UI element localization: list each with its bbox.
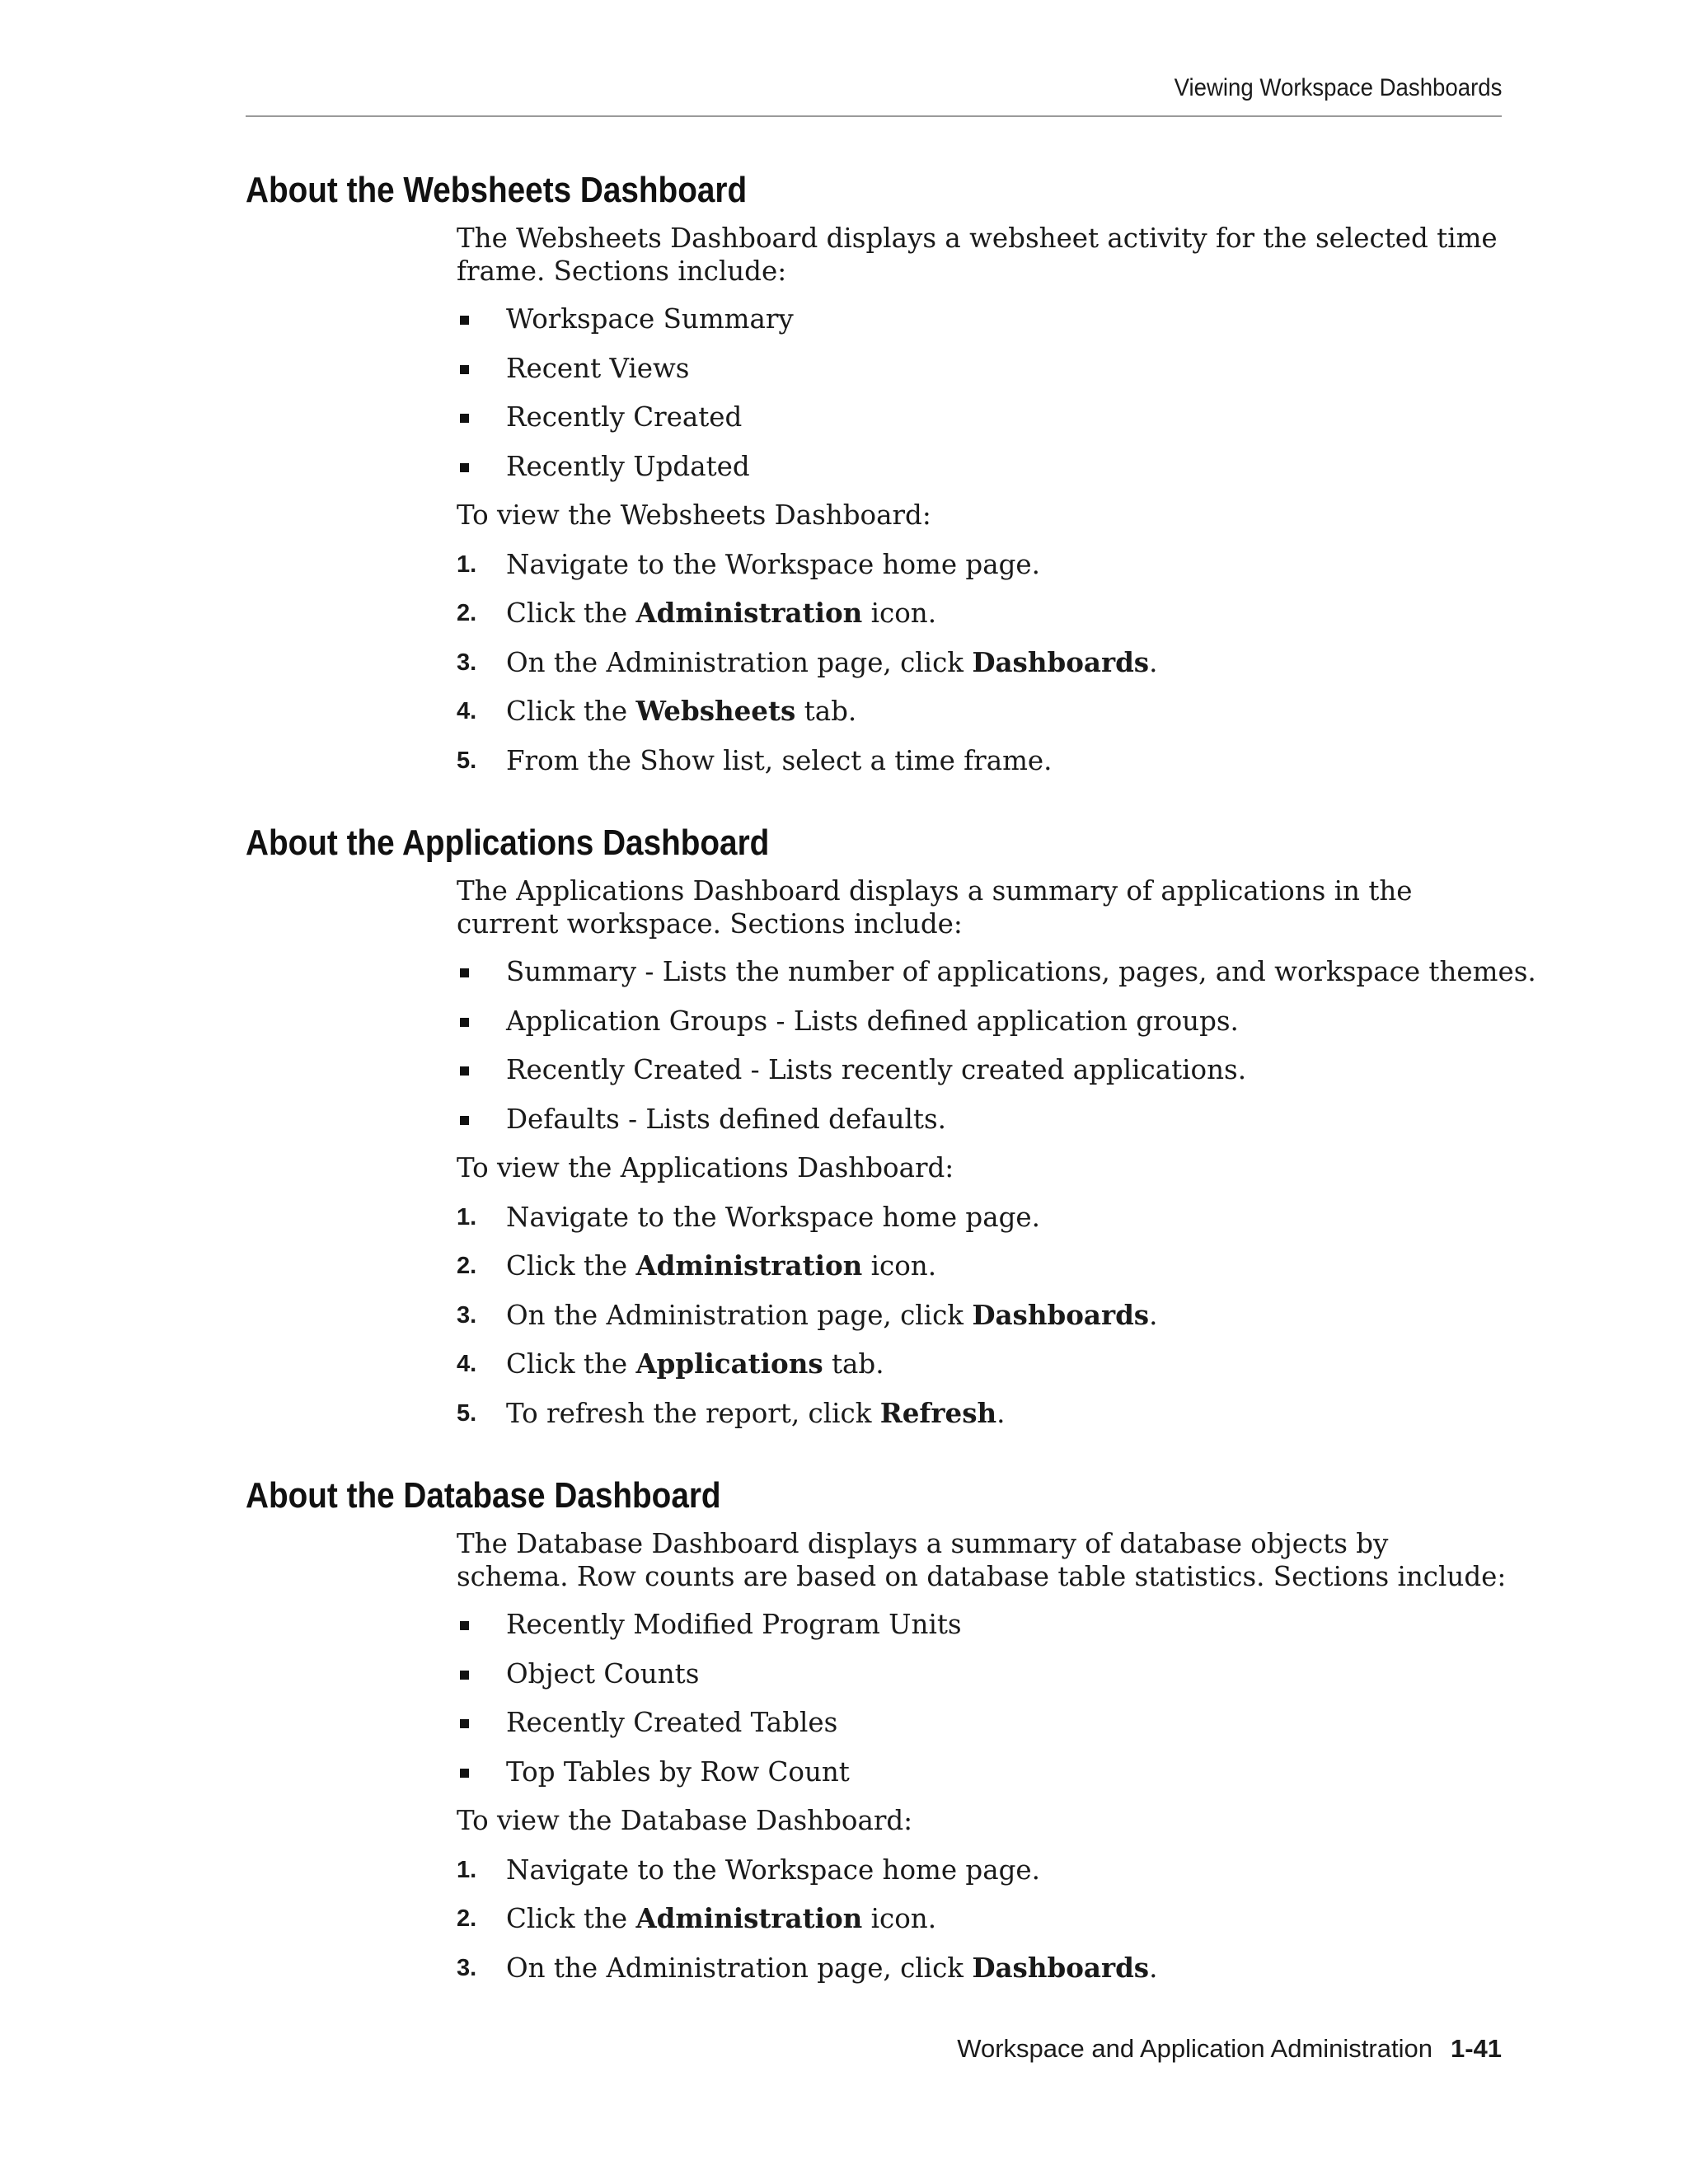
step-number: 3. xyxy=(457,1301,477,1329)
step-item: 3. On the Administration page, click Dashboards. xyxy=(457,1951,1158,1984)
section-applications-dashboard xyxy=(246,822,1536,1446)
square-bullet-icon xyxy=(460,968,469,977)
section-heading: About the Database Dashboard xyxy=(246,1475,721,1516)
step-number: 4. xyxy=(457,698,477,724)
step-number: 1. xyxy=(457,551,477,578)
square-bullet-icon xyxy=(460,1769,469,1778)
step-list xyxy=(457,1201,1507,1430)
book-title: Workspace and Application Administration xyxy=(957,2034,1432,2063)
intro-paragraph: The Websheets Dashboard displays a websheet activity for the selected time frame. Sections include: xyxy=(457,223,1498,287)
step-number: 4. xyxy=(457,1351,477,1377)
step-item: 3. On the Administration page, click Dashboards. xyxy=(457,645,1158,678)
square-bullet-icon xyxy=(460,414,469,423)
step-number: 2. xyxy=(457,600,477,626)
step-item: 2. Click the Administration icon. xyxy=(457,597,937,629)
footer-text xyxy=(957,2034,1502,2064)
square-bullet-icon xyxy=(460,316,469,325)
bullet-list xyxy=(457,1608,1507,1788)
intro-paragraph: The Applications Dashboard displays a summary of applications in the current workspace. Sections include: xyxy=(457,875,1413,940)
page-header xyxy=(246,74,1502,117)
procedure-lead: To view the Applications Dashboard: xyxy=(457,1152,954,1183)
section-heading: About the Websheets Dashboard xyxy=(246,170,748,210)
step-number: 2. xyxy=(457,1905,477,1932)
bullet-list xyxy=(457,302,1507,483)
bullet-item: Recently Modified Program Units xyxy=(457,1608,1507,1641)
procedure-lead: To view the Websheets Dashboard: xyxy=(457,499,931,531)
bullet-item: Defaults - Lists defined defaults. xyxy=(457,1103,1507,1136)
step-item: 5. To refresh the report, click Refresh. xyxy=(457,1396,1006,1429)
bullet-item: Recent Views xyxy=(457,352,1507,385)
square-bullet-icon xyxy=(460,1671,469,1680)
step-number: 2. xyxy=(457,1253,477,1279)
bullet-item: Recently Created xyxy=(457,401,1507,434)
step-item: 2. Click the Administration icon. xyxy=(457,1249,937,1282)
step-item: 2. Click the Administration icon. xyxy=(457,1902,937,1934)
page-footer xyxy=(246,2034,1502,2067)
bullet-item: Recently Created Tables xyxy=(457,1706,1507,1739)
step-list xyxy=(457,548,1507,777)
step-item: 4. Click the Websheets tab. xyxy=(457,695,857,727)
bullet-item: Object Counts xyxy=(457,1657,1507,1690)
square-bullet-icon xyxy=(460,463,469,472)
bullet-item: Recently Updated xyxy=(457,450,1507,483)
section-database-dashboard xyxy=(246,1474,1507,2000)
step-item: 1. Navigate to the Workspace home page. xyxy=(457,1854,1040,1886)
section-websheets-dashboard xyxy=(246,169,1507,793)
bullet-item: Application Groups - Lists defined application groups. xyxy=(457,1005,1507,1038)
section-heading: About the Applications Dashboard xyxy=(246,823,770,863)
step-item: 1. Navigate to the Workspace home page. xyxy=(457,548,1040,580)
running-title: Viewing Workspace Dashboards xyxy=(1174,74,1502,101)
bullet-item: Workspace Summary xyxy=(457,302,1507,335)
step-number: 1. xyxy=(457,1856,477,1883)
square-bullet-icon xyxy=(460,1116,469,1125)
section-body xyxy=(457,874,1536,1430)
step-item: 4. Click the Applications tab. xyxy=(457,1347,884,1380)
page-number: 1-41 xyxy=(1450,2034,1502,2063)
step-number: 1. xyxy=(457,1203,477,1230)
step-number: 5. xyxy=(457,1399,477,1427)
step-item: 3. On the Administration page, click Dashboards. xyxy=(457,1298,1158,1331)
step-number: 5. xyxy=(457,747,477,774)
step-number: 3. xyxy=(457,1954,477,1981)
procedure-lead: To view the Database Dashboard: xyxy=(457,1805,913,1836)
square-bullet-icon xyxy=(460,1621,469,1630)
square-bullet-icon xyxy=(460,1066,469,1076)
bullet-item: Summary - Lists the number of applications, pages, and workspace themes. xyxy=(457,955,1507,988)
square-bullet-icon xyxy=(460,365,469,374)
step-list xyxy=(457,1854,1507,1985)
square-bullet-icon xyxy=(460,1018,469,1027)
section-body xyxy=(457,1527,1507,1985)
bullet-item: Top Tables by Row Count xyxy=(457,1755,1507,1788)
section-body xyxy=(457,222,1507,777)
bullet-item: Recently Created - Lists recently created applications. xyxy=(457,1053,1507,1086)
step-item: 1. Navigate to the Workspace home page. xyxy=(457,1201,1040,1233)
step-number: 3. xyxy=(457,649,477,676)
intro-paragraph: The Database Dashboard displays a summary of database objects by schema. Row counts are based on database table statistics. Sections include: xyxy=(457,1528,1507,1592)
square-bullet-icon xyxy=(460,1719,469,1728)
step-item: 5. From the Show list, select a time frame. xyxy=(457,744,1053,776)
bullet-list xyxy=(457,955,1536,1136)
